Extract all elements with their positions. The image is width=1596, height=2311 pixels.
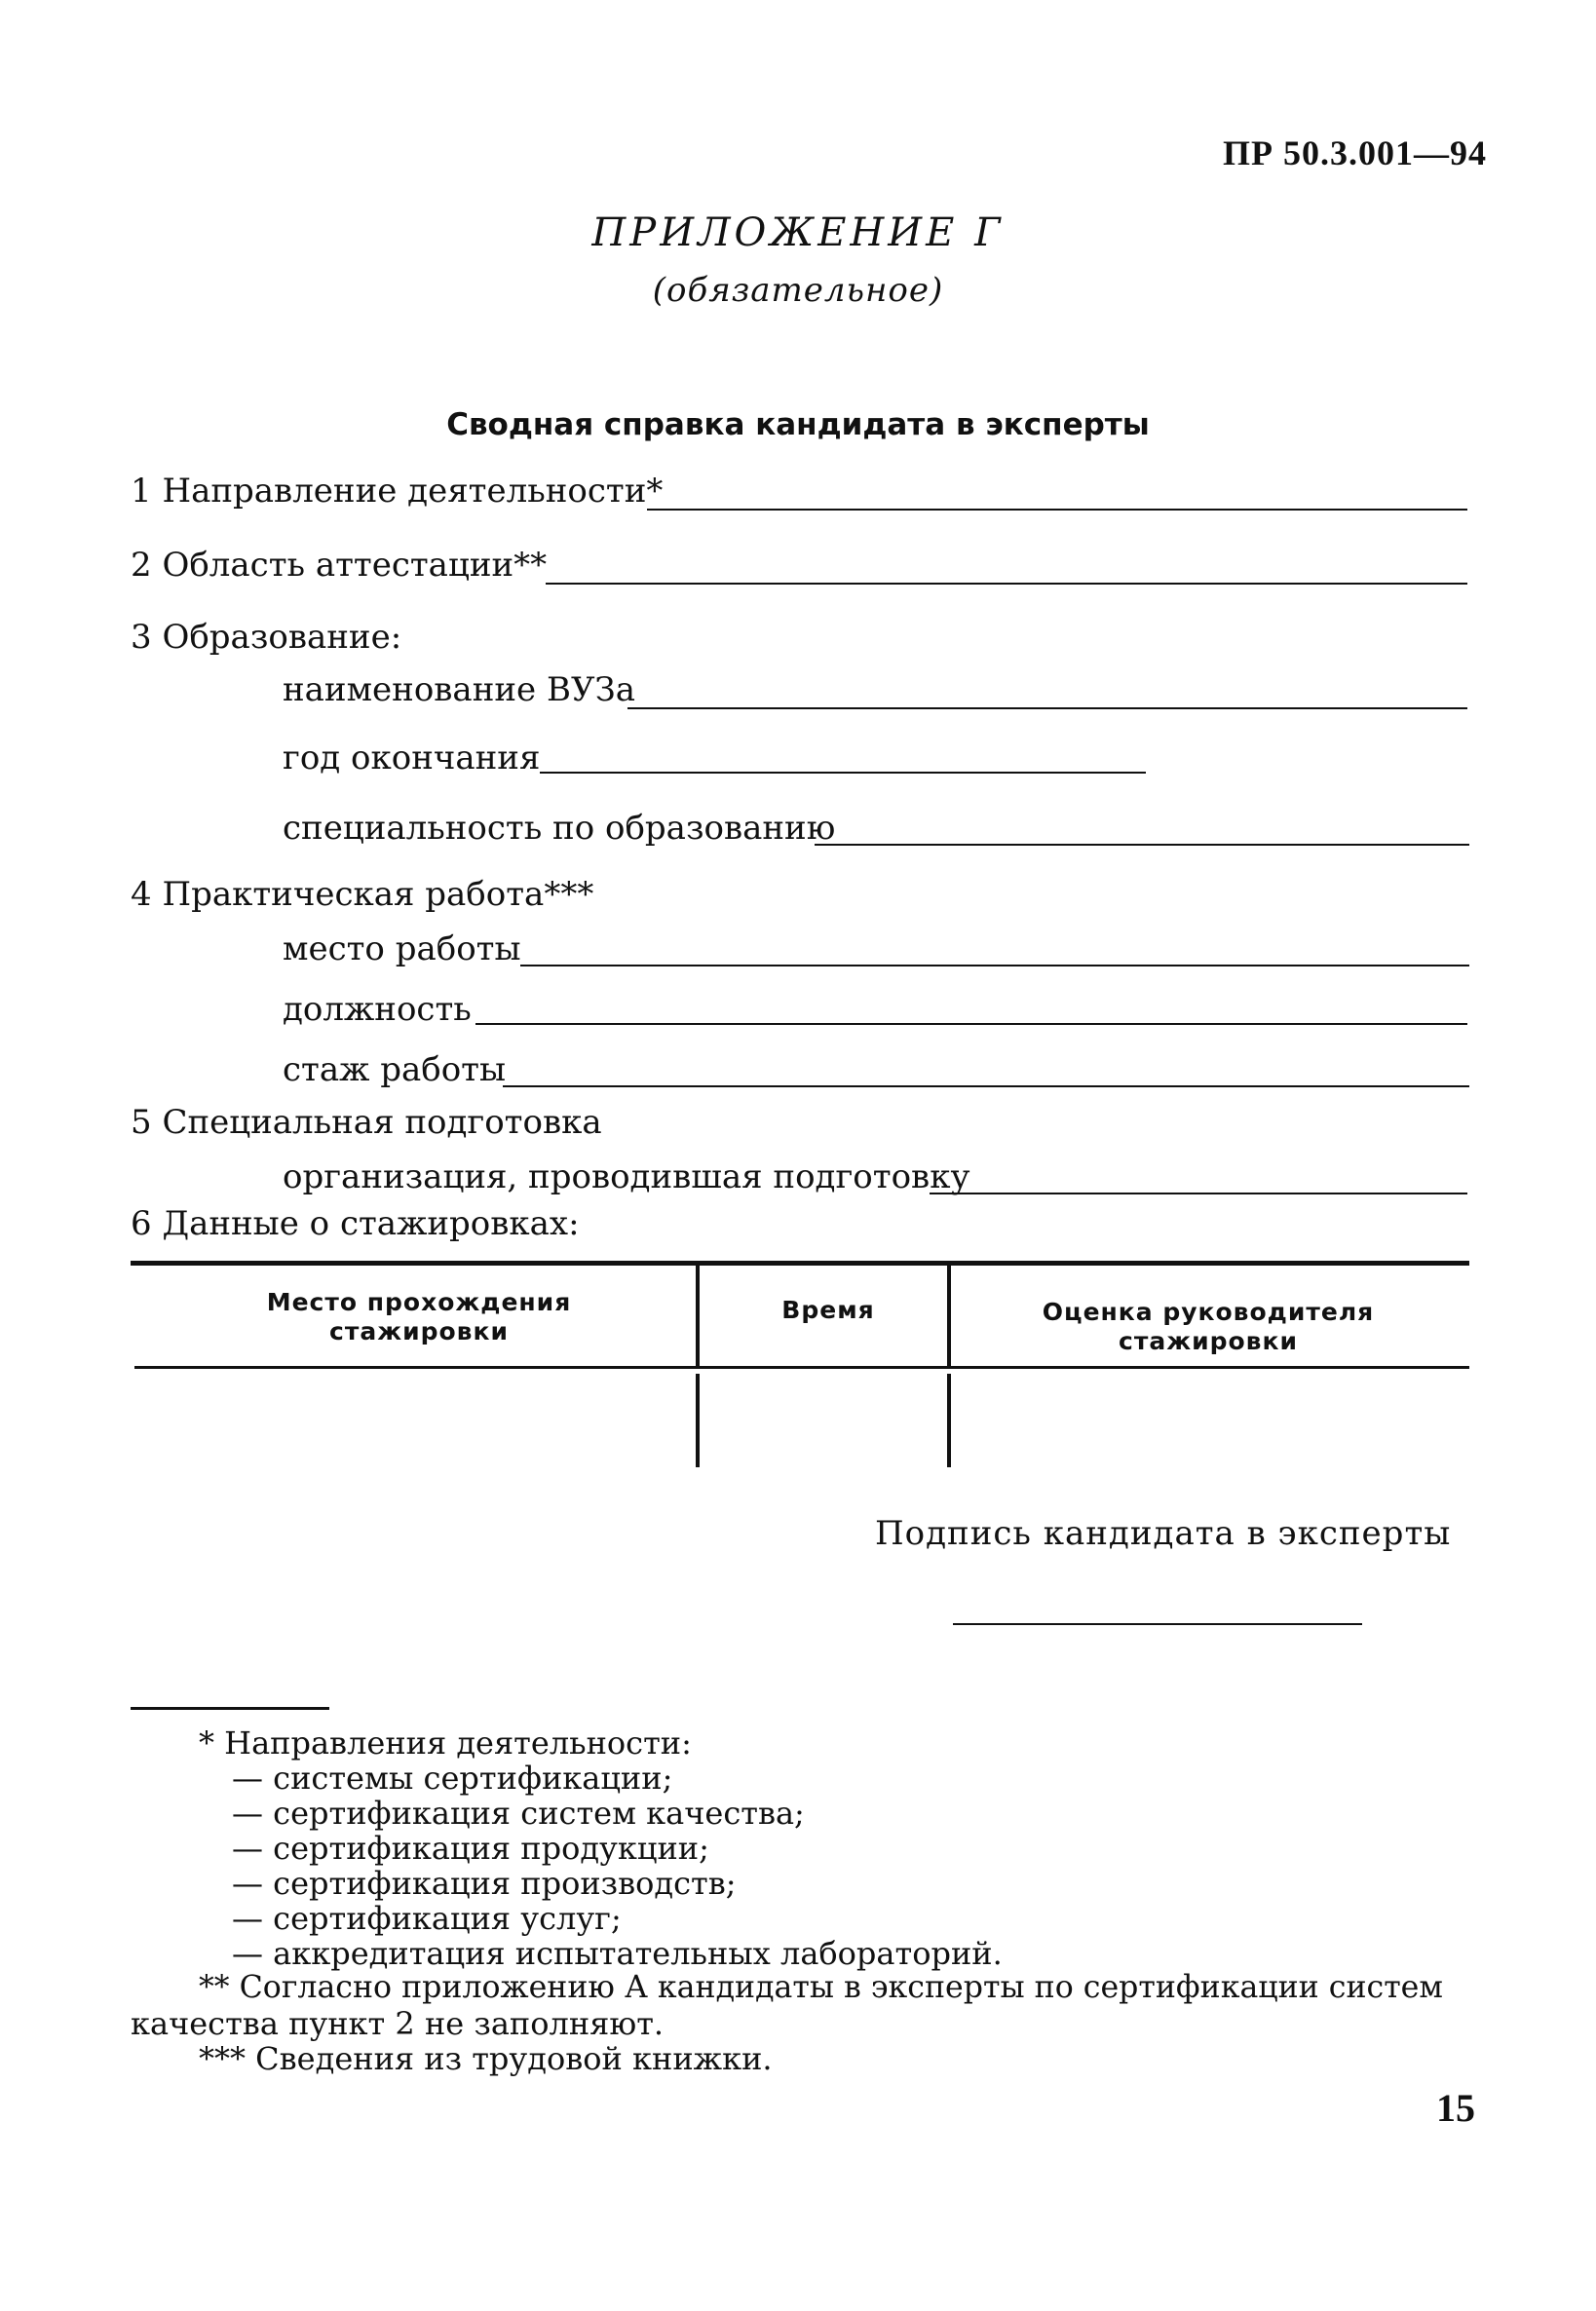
field-position-label: должность [283, 990, 472, 1029]
column-header-evaluation: Оценка руководителя стажировки [1042, 1298, 1375, 1355]
table-divider-2 [947, 1265, 951, 1366]
column-header-place: Место прохождения стажировки [266, 1288, 572, 1345]
table-top-rule [131, 1261, 1469, 1266]
field-graduation-year-label: год окончания [283, 739, 541, 777]
footnote-1: * Направления деятельности: [199, 1724, 692, 1762]
field-training-org-label: организация, проводившая подготовку [283, 1157, 970, 1196]
footnote-2: ** Согласно приложению А кандидаты в эксперты по сертификации систем [199, 1970, 1443, 2005]
document-code: ПР 50.3.001—94 [1223, 133, 1487, 172]
field-activity-direction-line[interactable] [647, 509, 1467, 511]
signature-line[interactable] [953, 1623, 1362, 1625]
footnote-1-item: — системы сертификации; [232, 1760, 673, 1797]
form-title: Сводная справка кандидата в эксперты [446, 407, 1150, 442]
field-position-line[interactable] [475, 1023, 1467, 1025]
table-divider-1 [696, 1265, 700, 1366]
page-number: 15 [1436, 2086, 1475, 2130]
signature-label: Подпись кандидата в эксперты [875, 1514, 1452, 1553]
table-body-divider-1 [696, 1374, 700, 1467]
footnote-1-item: — сертификация систем качества; [232, 1795, 805, 1832]
field-special-training-label: 5 Специальная подготовка [131, 1103, 602, 1142]
footnote-3: *** Сведения из трудовой книжки. [199, 2040, 773, 2077]
field-attestation-area-line[interactable] [546, 583, 1467, 585]
field-university-label: наименование ВУЗа [283, 670, 635, 709]
footnote-1-item: — сертификация продукции; [232, 1830, 709, 1867]
table-cell-time[interactable] [702, 1374, 945, 1467]
appendix-subtitle: (обязательное) [652, 271, 944, 310]
table-header-rule [134, 1366, 1469, 1369]
field-specialty-label: специальность по образованию [283, 809, 836, 848]
table-cell-place[interactable] [134, 1374, 694, 1467]
footnote-1-item: — аккредитация испытательных лабораторий. [232, 1935, 1003, 1972]
field-graduation-year-line[interactable] [540, 772, 1146, 774]
field-university-line[interactable] [627, 707, 1467, 709]
column-header-time: Время [781, 1296, 875, 1324]
field-education-label: 3 Образование: [131, 618, 402, 657]
footnote-1-item: — сертификация производств; [232, 1865, 737, 1902]
footnote-separator [131, 1707, 329, 1710]
table-cell-evaluation[interactable] [953, 1374, 1469, 1467]
field-activity-direction-label: 1 Направление деятельности* [131, 472, 664, 511]
footnote-2-continued: качества пункт 2 не заполняют. [131, 2005, 665, 2042]
footnote-1-item: — сертификация услуг; [232, 1900, 622, 1937]
appendix-title: ПРИЛОЖЕНИЕ Г [591, 210, 1005, 255]
field-attestation-area-label: 2 Область аттестации** [131, 546, 548, 585]
field-internships-label: 6 Данные о стажировках: [131, 1204, 580, 1243]
field-workplace-line[interactable] [520, 965, 1469, 966]
table-body-divider-2 [947, 1374, 951, 1467]
field-experience-label: стаж работы [283, 1050, 507, 1089]
field-specialty-line[interactable] [815, 844, 1469, 846]
field-experience-line[interactable] [503, 1085, 1469, 1087]
field-practical-work-label: 4 Практическая работа*** [131, 875, 594, 914]
field-training-org-line[interactable] [930, 1193, 1467, 1194]
field-workplace-label: место работы [283, 929, 521, 968]
